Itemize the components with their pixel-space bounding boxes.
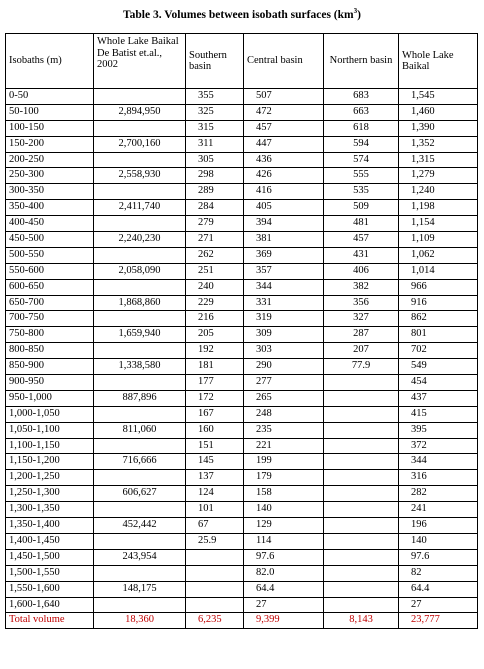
central-cell: 405 (244, 200, 324, 216)
isobath-cell: 350-400 (6, 200, 94, 216)
southern-cell: 289 (186, 184, 244, 200)
central-cell: 447 (244, 136, 324, 152)
northern-cell (324, 581, 399, 597)
northern-cell: 207 (324, 343, 399, 359)
northern-cell (324, 406, 399, 422)
volumes-table (5, 33, 478, 629)
northern-cell (324, 438, 399, 454)
table-row (6, 549, 478, 565)
central-cell: 319 (244, 311, 324, 327)
southern-cell (186, 565, 244, 581)
table-row (6, 263, 478, 279)
northern-cell (324, 422, 399, 438)
isobath-cell: 700-750 (6, 311, 94, 327)
debatist-cell: 2,700,160 (94, 136, 186, 152)
northern-cell: 356 (324, 295, 399, 311)
debatist-cell (94, 597, 186, 613)
table-row (6, 502, 478, 518)
whole-lake-cell: 1,460 (399, 104, 478, 120)
central-cell: 507 (244, 89, 324, 105)
isobath-cell: 1,300-1,350 (6, 502, 94, 518)
table-row (6, 533, 478, 549)
isobath-cell: 50-100 (6, 104, 94, 120)
whole-lake-cell: 454 (399, 375, 478, 391)
whole-lake-cell: 140 (399, 533, 478, 549)
debatist-cell (94, 375, 186, 391)
isobath-cell: 1,150-1,200 (6, 454, 94, 470)
northern-cell (324, 390, 399, 406)
isobath-cell: 1,600-1,640 (6, 597, 94, 613)
whole-lake-cell: 1,109 (399, 232, 478, 248)
isobath-cell: 1,000-1,050 (6, 406, 94, 422)
southern-cell: 298 (186, 168, 244, 184)
isobath-cell: 0-50 (6, 89, 94, 105)
debatist-cell: 1,338,580 (94, 359, 186, 375)
table-row (6, 311, 478, 327)
isobath-cell: 950-1,000 (6, 390, 94, 406)
northern-cell: 509 (324, 200, 399, 216)
isobath-cell: 250-300 (6, 168, 94, 184)
whole-lake-cell: 1,154 (399, 216, 478, 232)
central-cell: 221 (244, 438, 324, 454)
southern-cell: 25.9 (186, 533, 244, 549)
northern-cell (324, 597, 399, 613)
header-debatist: Whole Lake Baikal De Batist et.al., 2002 (94, 34, 186, 89)
isobath-cell: 1,350-1,400 (6, 518, 94, 534)
southern-cell: 145 (186, 454, 244, 470)
whole-lake-cell: 64.4 (399, 581, 478, 597)
central-cell: 416 (244, 184, 324, 200)
isobath-cell: 100-150 (6, 120, 94, 136)
southern-cell: 229 (186, 295, 244, 311)
table-row (6, 216, 478, 232)
table-row (6, 343, 478, 359)
whole-lake-cell: 372 (399, 438, 478, 454)
central-cell: 82.0 (244, 565, 324, 581)
debatist-cell: 2,411,740 (94, 200, 186, 216)
table-row (6, 581, 478, 597)
caption-text: Table 3. Volumes between isobath surfaces (km (123, 8, 354, 21)
central-cell: 27 (244, 597, 324, 613)
central-cell: 309 (244, 327, 324, 343)
central-cell: 199 (244, 454, 324, 470)
northern-cell: 663 (324, 104, 399, 120)
debatist-cell (94, 406, 186, 422)
southern-cell: 192 (186, 343, 244, 359)
northern-cell: 382 (324, 279, 399, 295)
northern-cell: 481 (324, 216, 399, 232)
debatist-cell: 1,659,940 (94, 327, 186, 343)
central-cell: 357 (244, 263, 324, 279)
table-row (6, 247, 478, 263)
central-cell: 97.6 (244, 549, 324, 565)
northern-cell (324, 565, 399, 581)
table-row (6, 295, 478, 311)
southern-cell: 251 (186, 263, 244, 279)
table-row (6, 136, 478, 152)
southern-cell: 216 (186, 311, 244, 327)
whole-lake-cell: 282 (399, 486, 478, 502)
whole-lake-cell: 344 (399, 454, 478, 470)
table-row (6, 422, 478, 438)
whole-lake-cell: 801 (399, 327, 478, 343)
isobath-cell: 550-600 (6, 263, 94, 279)
header-southern: Southern basin (186, 34, 244, 89)
debatist-cell: 606,627 (94, 486, 186, 502)
central-cell: 290 (244, 359, 324, 375)
whole-lake-cell: 1,014 (399, 263, 478, 279)
southern-cell: 181 (186, 359, 244, 375)
debatist-cell: 1,868,860 (94, 295, 186, 311)
southern-cell (186, 549, 244, 565)
whole-lake-cell: 549 (399, 359, 478, 375)
total-central-cell: 9,399 (244, 613, 324, 629)
isobath-cell: 1,250-1,300 (6, 486, 94, 502)
southern-cell: 67 (186, 518, 244, 534)
table-body (6, 89, 478, 629)
whole-lake-cell: 862 (399, 311, 478, 327)
southern-cell: 124 (186, 486, 244, 502)
whole-lake-cell: 196 (399, 518, 478, 534)
northern-cell: 574 (324, 152, 399, 168)
total-label: Total volume (6, 613, 94, 629)
debatist-cell: 2,240,230 (94, 232, 186, 248)
table-caption (0, 7, 484, 21)
whole-lake-cell: 1,390 (399, 120, 478, 136)
northern-cell (324, 486, 399, 502)
table-row (6, 597, 478, 613)
northern-cell: 457 (324, 232, 399, 248)
northern-cell: 327 (324, 311, 399, 327)
header-whole-lake: Whole Lake Baikal (399, 34, 478, 89)
table-row (6, 327, 478, 343)
isobath-cell: 150-200 (6, 136, 94, 152)
whole-lake-cell: 316 (399, 470, 478, 486)
caption-close: ) (357, 8, 361, 21)
northern-cell (324, 502, 399, 518)
debatist-cell: 2,558,930 (94, 168, 186, 184)
central-cell: 235 (244, 422, 324, 438)
total-northern-cell: 8,143 (324, 613, 399, 629)
isobath-cell: 450-500 (6, 232, 94, 248)
northern-cell: 287 (324, 327, 399, 343)
central-cell: 394 (244, 216, 324, 232)
total-southern-cell: 6,235 (186, 613, 244, 629)
southern-cell (186, 597, 244, 613)
southern-cell: 177 (186, 375, 244, 391)
central-cell: 158 (244, 486, 324, 502)
debatist-cell: 887,896 (94, 390, 186, 406)
caption-superscript: 3 (353, 7, 358, 15)
whole-lake-cell: 702 (399, 343, 478, 359)
isobath-cell: 1,050-1,100 (6, 422, 94, 438)
central-cell: 457 (244, 120, 324, 136)
southern-cell: 160 (186, 422, 244, 438)
table-row (6, 152, 478, 168)
whole-lake-cell: 241 (399, 502, 478, 518)
table-row (6, 359, 478, 375)
table-row (6, 390, 478, 406)
northern-cell: 683 (324, 89, 399, 105)
whole-lake-cell: 82 (399, 565, 478, 581)
isobath-cell: 1,500-1,550 (6, 565, 94, 581)
southern-cell: 315 (186, 120, 244, 136)
southern-cell: 279 (186, 216, 244, 232)
central-cell: 64.4 (244, 581, 324, 597)
northern-cell: 618 (324, 120, 399, 136)
isobath-cell: 400-450 (6, 216, 94, 232)
southern-cell: 305 (186, 152, 244, 168)
isobath-cell: 800-850 (6, 343, 94, 359)
central-cell: 331 (244, 295, 324, 311)
whole-lake-cell: 1,062 (399, 247, 478, 263)
debatist-cell: 716,666 (94, 454, 186, 470)
total-row (6, 613, 478, 629)
table-row (6, 232, 478, 248)
debatist-cell (94, 184, 186, 200)
table-row (6, 120, 478, 136)
northern-cell (324, 470, 399, 486)
debatist-cell: 243,954 (94, 549, 186, 565)
table-row (6, 279, 478, 295)
southern-cell: 172 (186, 390, 244, 406)
table-row (6, 470, 478, 486)
header-central: Central basin (244, 34, 324, 89)
table-row (6, 184, 478, 200)
table-row (6, 406, 478, 422)
isobath-cell: 500-550 (6, 247, 94, 263)
debatist-cell (94, 502, 186, 518)
southern-cell: 271 (186, 232, 244, 248)
isobath-cell: 1,400-1,450 (6, 533, 94, 549)
debatist-cell (94, 343, 186, 359)
isobath-cell: 1,450-1,500 (6, 549, 94, 565)
isobath-cell: 750-800 (6, 327, 94, 343)
northern-cell (324, 454, 399, 470)
isobath-cell: 300-350 (6, 184, 94, 200)
southern-cell: 284 (186, 200, 244, 216)
table-row (6, 454, 478, 470)
isobath-cell: 600-650 (6, 279, 94, 295)
northern-cell (324, 518, 399, 534)
whole-lake-cell: 97.6 (399, 549, 478, 565)
debatist-cell: 452,442 (94, 518, 186, 534)
central-cell: 472 (244, 104, 324, 120)
whole-lake-cell: 916 (399, 295, 478, 311)
header-row (6, 34, 478, 89)
debatist-cell (94, 311, 186, 327)
table-row (6, 89, 478, 105)
southern-cell: 101 (186, 502, 244, 518)
isobath-cell: 1,200-1,250 (6, 470, 94, 486)
debatist-cell (94, 152, 186, 168)
northern-cell (324, 549, 399, 565)
whole-lake-cell: 395 (399, 422, 478, 438)
whole-lake-cell: 1,198 (399, 200, 478, 216)
total-whole-lake-cell: 23,777 (399, 613, 478, 629)
table-row (6, 518, 478, 534)
central-cell: 381 (244, 232, 324, 248)
northern-cell (324, 533, 399, 549)
central-cell: 114 (244, 533, 324, 549)
southern-cell: 151 (186, 438, 244, 454)
northern-cell (324, 375, 399, 391)
southern-cell: 137 (186, 470, 244, 486)
table-row (6, 168, 478, 184)
southern-cell: 240 (186, 279, 244, 295)
northern-cell: 535 (324, 184, 399, 200)
central-cell: 436 (244, 152, 324, 168)
debatist-cell (94, 89, 186, 105)
central-cell: 369 (244, 247, 324, 263)
isobath-cell: 900-950 (6, 375, 94, 391)
whole-lake-cell: 1,315 (399, 152, 478, 168)
debatist-cell: 2,894,950 (94, 104, 186, 120)
southern-cell: 205 (186, 327, 244, 343)
debatist-cell (94, 438, 186, 454)
central-cell: 265 (244, 390, 324, 406)
isobath-cell: 200-250 (6, 152, 94, 168)
northern-cell: 431 (324, 247, 399, 263)
northern-cell: 555 (324, 168, 399, 184)
central-cell: 179 (244, 470, 324, 486)
header-isobaths: Isobaths (m) (6, 34, 94, 89)
central-cell: 344 (244, 279, 324, 295)
debatist-cell (94, 470, 186, 486)
whole-lake-cell: 1,352 (399, 136, 478, 152)
isobath-cell: 1,550-1,600 (6, 581, 94, 597)
whole-lake-cell: 1,240 (399, 184, 478, 200)
whole-lake-cell: 1,279 (399, 168, 478, 184)
table-row (6, 438, 478, 454)
isobath-cell: 650-700 (6, 295, 94, 311)
debatist-cell: 148,175 (94, 581, 186, 597)
central-cell: 140 (244, 502, 324, 518)
central-cell: 129 (244, 518, 324, 534)
southern-cell: 262 (186, 247, 244, 263)
table-row (6, 486, 478, 502)
table-row (6, 104, 478, 120)
northern-cell: 77.9 (324, 359, 399, 375)
debatist-cell: 2,058,090 (94, 263, 186, 279)
whole-lake-cell: 966 (399, 279, 478, 295)
total-debatist-cell: 18,360 (94, 613, 186, 629)
isobath-cell: 850-900 (6, 359, 94, 375)
southern-cell (186, 581, 244, 597)
whole-lake-cell: 437 (399, 390, 478, 406)
isobath-cell: 1,100-1,150 (6, 438, 94, 454)
debatist-cell (94, 533, 186, 549)
southern-cell: 167 (186, 406, 244, 422)
southern-cell: 355 (186, 89, 244, 105)
northern-cell: 594 (324, 136, 399, 152)
table-row (6, 200, 478, 216)
header-northern: Northern basin (324, 34, 399, 89)
whole-lake-cell: 415 (399, 406, 478, 422)
central-cell: 248 (244, 406, 324, 422)
debatist-cell (94, 120, 186, 136)
debatist-cell (94, 565, 186, 581)
northern-cell: 406 (324, 263, 399, 279)
southern-cell: 311 (186, 136, 244, 152)
debatist-cell (94, 279, 186, 295)
whole-lake-cell: 1,545 (399, 89, 478, 105)
debatist-cell: 811,060 (94, 422, 186, 438)
table-row (6, 565, 478, 581)
southern-cell: 325 (186, 104, 244, 120)
debatist-cell (94, 247, 186, 263)
central-cell: 277 (244, 375, 324, 391)
central-cell: 303 (244, 343, 324, 359)
debatist-cell (94, 216, 186, 232)
table-row (6, 375, 478, 391)
whole-lake-cell: 27 (399, 597, 478, 613)
central-cell: 426 (244, 168, 324, 184)
